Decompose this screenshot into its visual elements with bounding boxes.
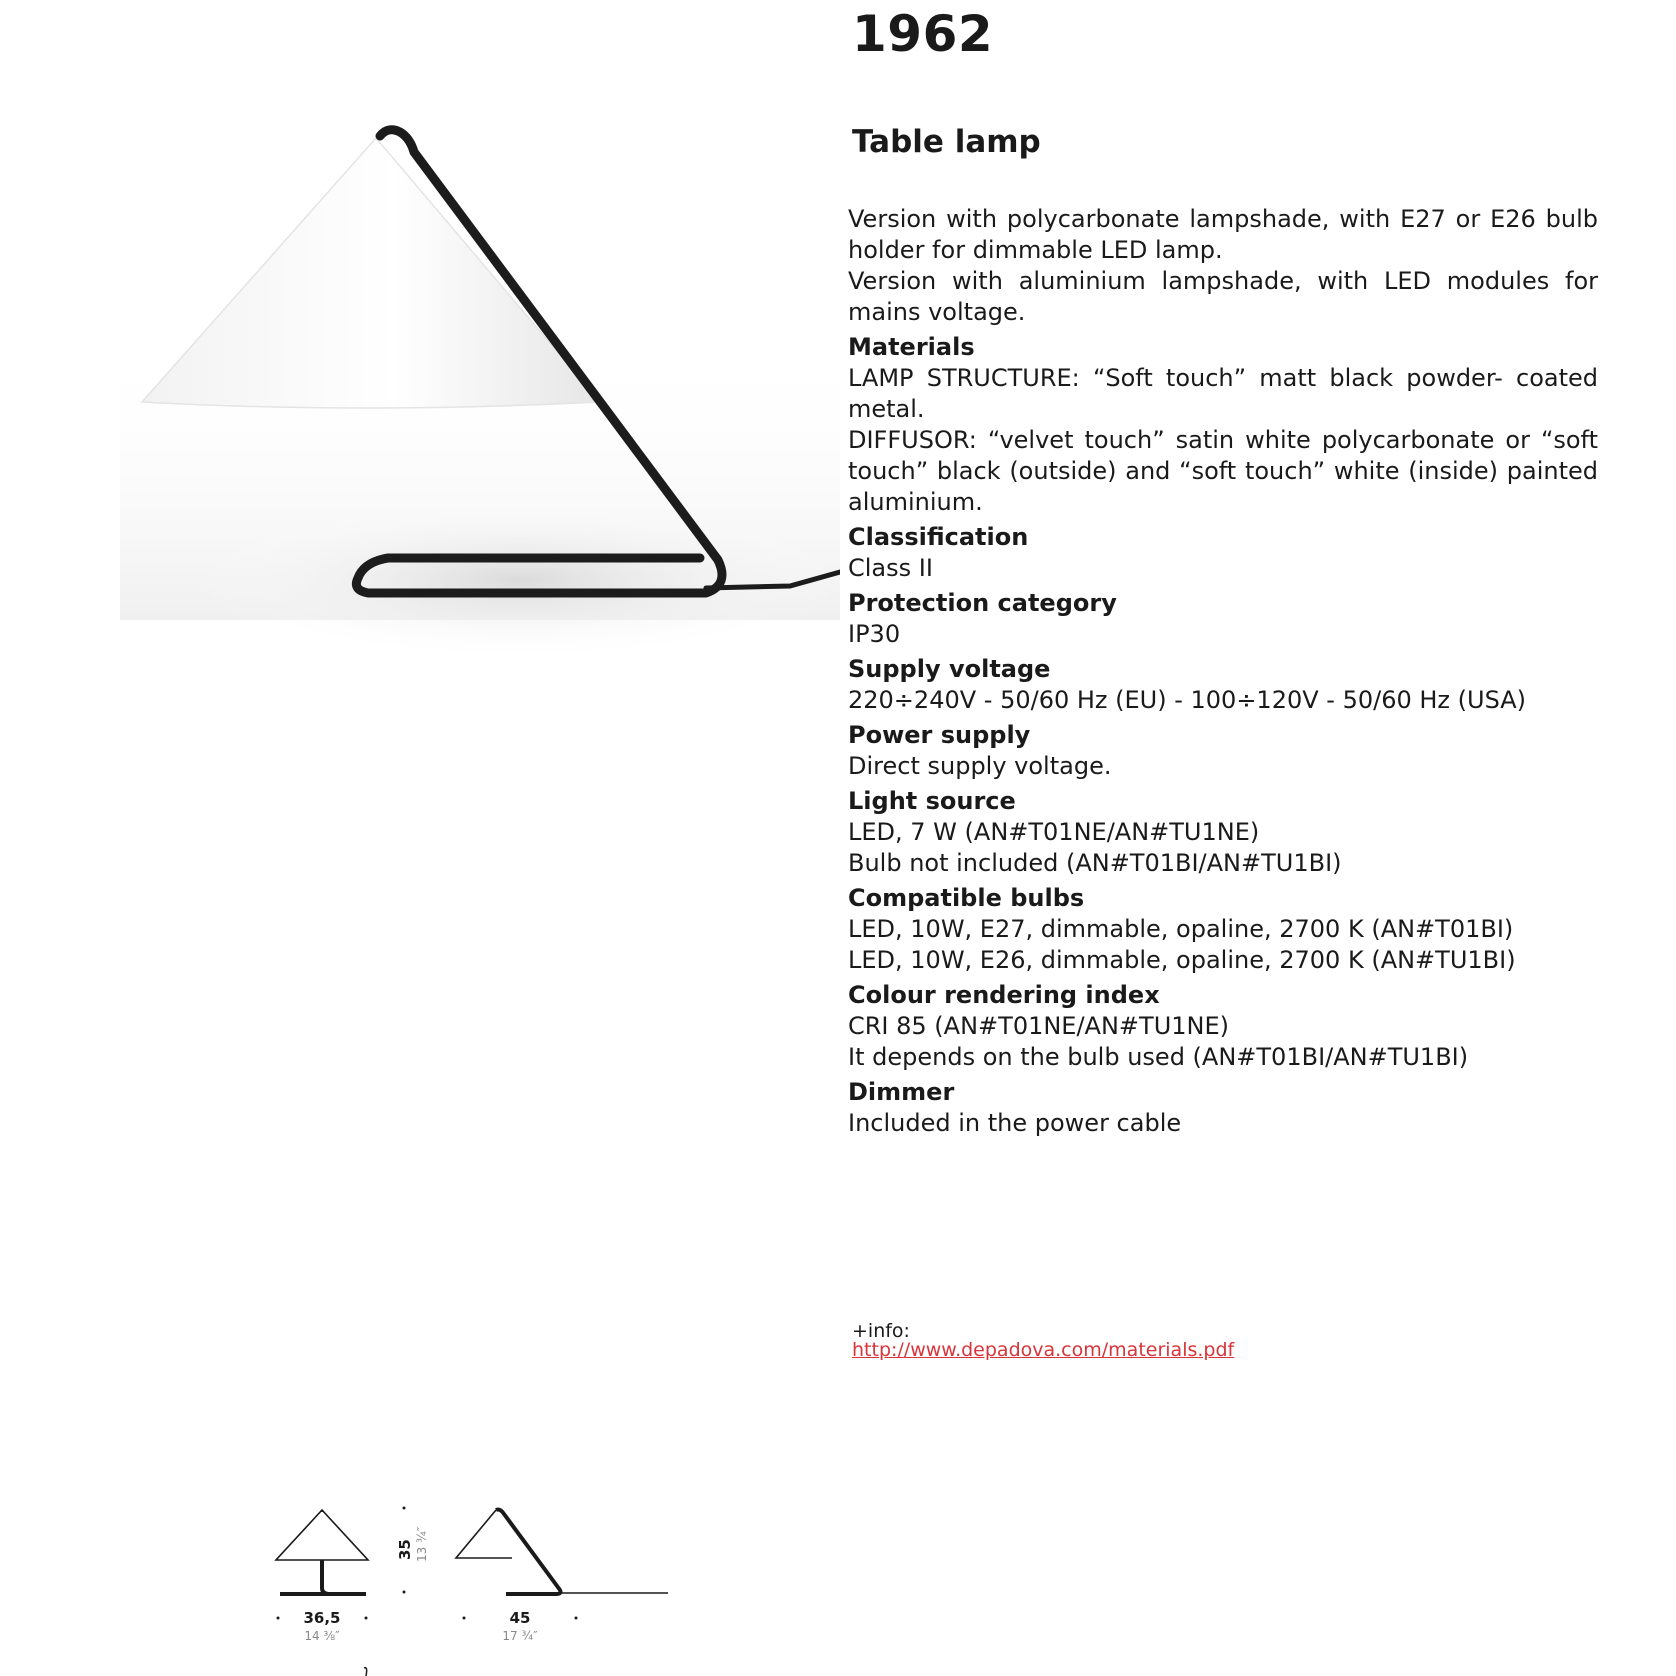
bulbs-value: LED, 10W, E27, dimmable, opaline, 2700 K (AN#T01BI) [848,915,1514,943]
height-dimension [396,1507,429,1594]
lamp-photo [0,40,840,720]
description-paragraph: Version with aluminium lampshade, with LED modules for mains voltage. [848,267,1598,326]
width-in-label: 14 ⅜″ [304,1629,340,1643]
materials-structure: LAMP STRUCTURE: “Soft touch” matt black powder- coated metal. [848,364,1598,423]
materials-diffusor: DIFFUSOR: “velvet touch” satin white polycarbonate or “soft touch” black (outside) and “soft touch” white (inside) painted aluminium. [848,426,1598,516]
width-cm-label: 36,5 [303,1609,341,1627]
light-source-heading: Light source [848,787,1016,815]
product-title: 1962 [852,5,994,63]
protection-heading: Protection category [848,589,1117,617]
height-in-label: 13 ¾″ [415,1526,429,1562]
light-source-value: Bulb not included (AN#T01BI/AN#TU1BI) [848,849,1342,877]
depth-cm-label: 45 [509,1609,531,1627]
height-cm-label: 35 [396,1539,414,1560]
cri-value: It depends on the bulb used (AN#T01BI/AN#TU1BI) [848,1043,1469,1071]
voltage-heading: Supply voltage [848,655,1051,683]
voltage-value: 220÷240V - 50/60 Hz (EU) - 100÷120V - 50/60 Hz (USA) [848,686,1527,714]
side-view-drawing [456,1510,668,1595]
bulbs-heading: Compatible bulbs [848,884,1085,912]
bulbs-value: LED, 10W, E26, dimmable, opaline, 2700 K (AN#TU1BI) [848,946,1516,974]
materials-heading: Materials [848,333,975,361]
cri-value: CRI 85 (AN#T01NE/AN#TU1NE) [848,1012,1230,1040]
info-block [852,1322,1234,1360]
classification-heading: Classification [848,523,1029,551]
dimmer-value: Included in the power cable [848,1109,1182,1137]
dimension-drawings [260,1490,680,1676]
light-source-value: LED, 7 W (AN#T01NE/AN#TU1NE) [848,818,1260,846]
power-supply-value: Direct supply voltage. [848,752,1112,780]
cri-heading: Colour rendering index [848,981,1160,1009]
power-supply-heading: Power supply [848,721,1031,749]
materials-link[interactable]: http://www.depadova.com/materials.pdf [852,1339,1235,1361]
info-label: +info: [852,1320,910,1342]
spec-sheet [848,204,1598,1139]
depth-in-label: 17 ¾″ [502,1629,538,1643]
front-view-drawing [276,1510,368,1594]
protection-value: IP30 [848,620,901,648]
dimmer-heading: Dimmer [848,1078,955,1106]
product-type: Table lamp [852,124,1041,160]
description-paragraph: Version with polycarbonate lampshade, with E27 or E26 bulb holder for dimmable LED lamp. [848,205,1598,264]
classification-value: Class II [848,554,933,582]
